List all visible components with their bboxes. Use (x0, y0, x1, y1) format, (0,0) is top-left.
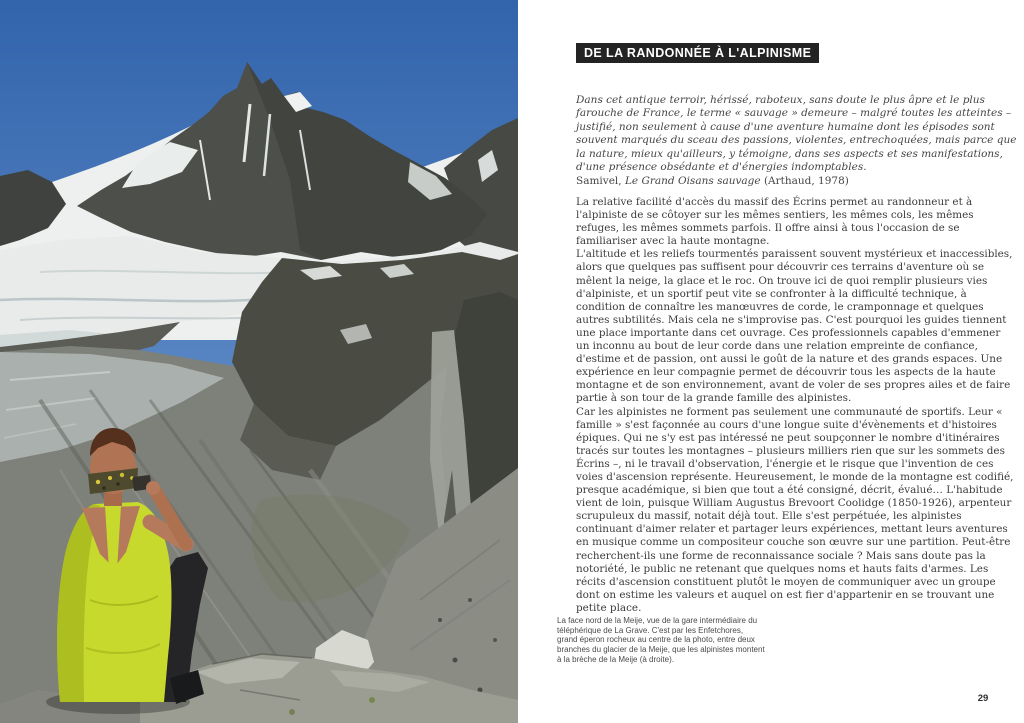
page-number: 29 (977, 693, 989, 704)
quote-attribution (576, 175, 1018, 188)
body-paragraph: La relative facilité d'accès du massif des Écrins permet au randonneur et à l'alpiniste de se côtoyer sur les mêmes sentiers, les mêmes cols, les mêmes refuges, les mêmes sommets parfois. Il offre ainsi à tous l'occasion de se familiariser avec la haute montagne. (576, 196, 974, 248)
photo-caption: La face nord de la Meije, vue de la gare intermédiaire du téléphérique de La Grave. C'est par les Enfetchores, grand éperon rocheux au centre de la photo, entre deux branches du glacier de la Meije, que les alpinistes montent à la brèche de la Meije (à droite). (557, 616, 765, 664)
epigraph-quote (576, 94, 1018, 189)
chapter-title: DE LA RANDONNÉE À L'ALPINISME (576, 43, 819, 63)
quote-author: Samivel, (576, 175, 625, 188)
body-paragraph: L'altitude et les reliefs tourmentés paraissent souvent mystérieux et inaccessibles, alors que quelques pas suffisent pour découvrir ces terrains d'aventure où se mêlent la neige, la glace et le roc. On trouve ici de quoi remplir plusieurs vies d'alpiniste, et un sportif peut vite se confronter à la difficulté technique, à condition de connaître les manœuvres de corde, le cramponnage et quelques autres subtilités. Mais cela ne s'improvise pas. C'est pourquoi les guides tiennent une place importante dans cet ouvrage. Ces professionnels capables d'emmener un inconnu au bout de leur corde dans une relation empreinte de confiance, d'estime et de passion, ont aussi le goût de la nature et des grands espaces. Une expérience en leur compagnie permet de découvrir tous les aspects de la haute montagne et de son environnement, avant de voler de ses propres ailes et de faire partie à son tour de la grande famille des alpinistes. (576, 248, 1013, 405)
epigraph-text: Dans cet antique terroir, hérissé, raboteux, sans doute le plus âpre et le plus farouche de France, le terme « sauvage » demeure – malgré toutes les atteintes – justifié, non seulement à cause d'une aventure humaine dont les épisodes sont souvent marqués du sceau des passions, violentes, entrechoquées, mais parce que la nature, mieux qu'ailleurs, y témoigne, dans ses aspects et ses manifestations, d'une présence obsédante et d'énergies indomptables. (576, 94, 1017, 174)
quote-work-title: Le Grand Oisans sauvage (624, 175, 761, 188)
quote-source: (Arthaud, 1978) (760, 175, 849, 188)
body-text (576, 196, 1016, 615)
body-paragraph: Car les alpinistes ne forment pas seulement une communauté de sportifs. Leur « famille » s'est façonnée au cours d'une longue suite d'évènements et d'histoires épiques. Qui ne s'y est pas intéressé ne peut soupçonner le nombre d'itinéraires tracés sur toutes les montagnes – plusieurs milliers rien que sur les sommets des Écrins –, ni le travail d'observation, l'énergie et le risque que l'invention de ces voies d'ascension représente. Heureusement, le monde de la montagne est codifié, presque académique, si bien que tout a été consigné, décrit, évalué… L'habitude vient de loin, puisque William Augustus Brevoort Coolidge (1850-1926), arpenteur scrupuleux du massif, notait déjà tout. Elle s'est perpétuée, les alpinistes continuant d'aimer relater et partager leurs expériences, mettant leurs aventures en musique comme un compositeur couche son œuvre sur une partition. Peut-être recherchent-ils une forme de reconnaissance sociale ? Mais sans doute pas la notoriété, le public ne retenant que quelques noms et hauts faits d'armes. Les récits d'ascension constituent plutôt le moyen de communiquer avec un groupe dont on estime les valeurs et auquel on est fier d'appartenir en se trouvant une petite place. (576, 405, 1014, 614)
